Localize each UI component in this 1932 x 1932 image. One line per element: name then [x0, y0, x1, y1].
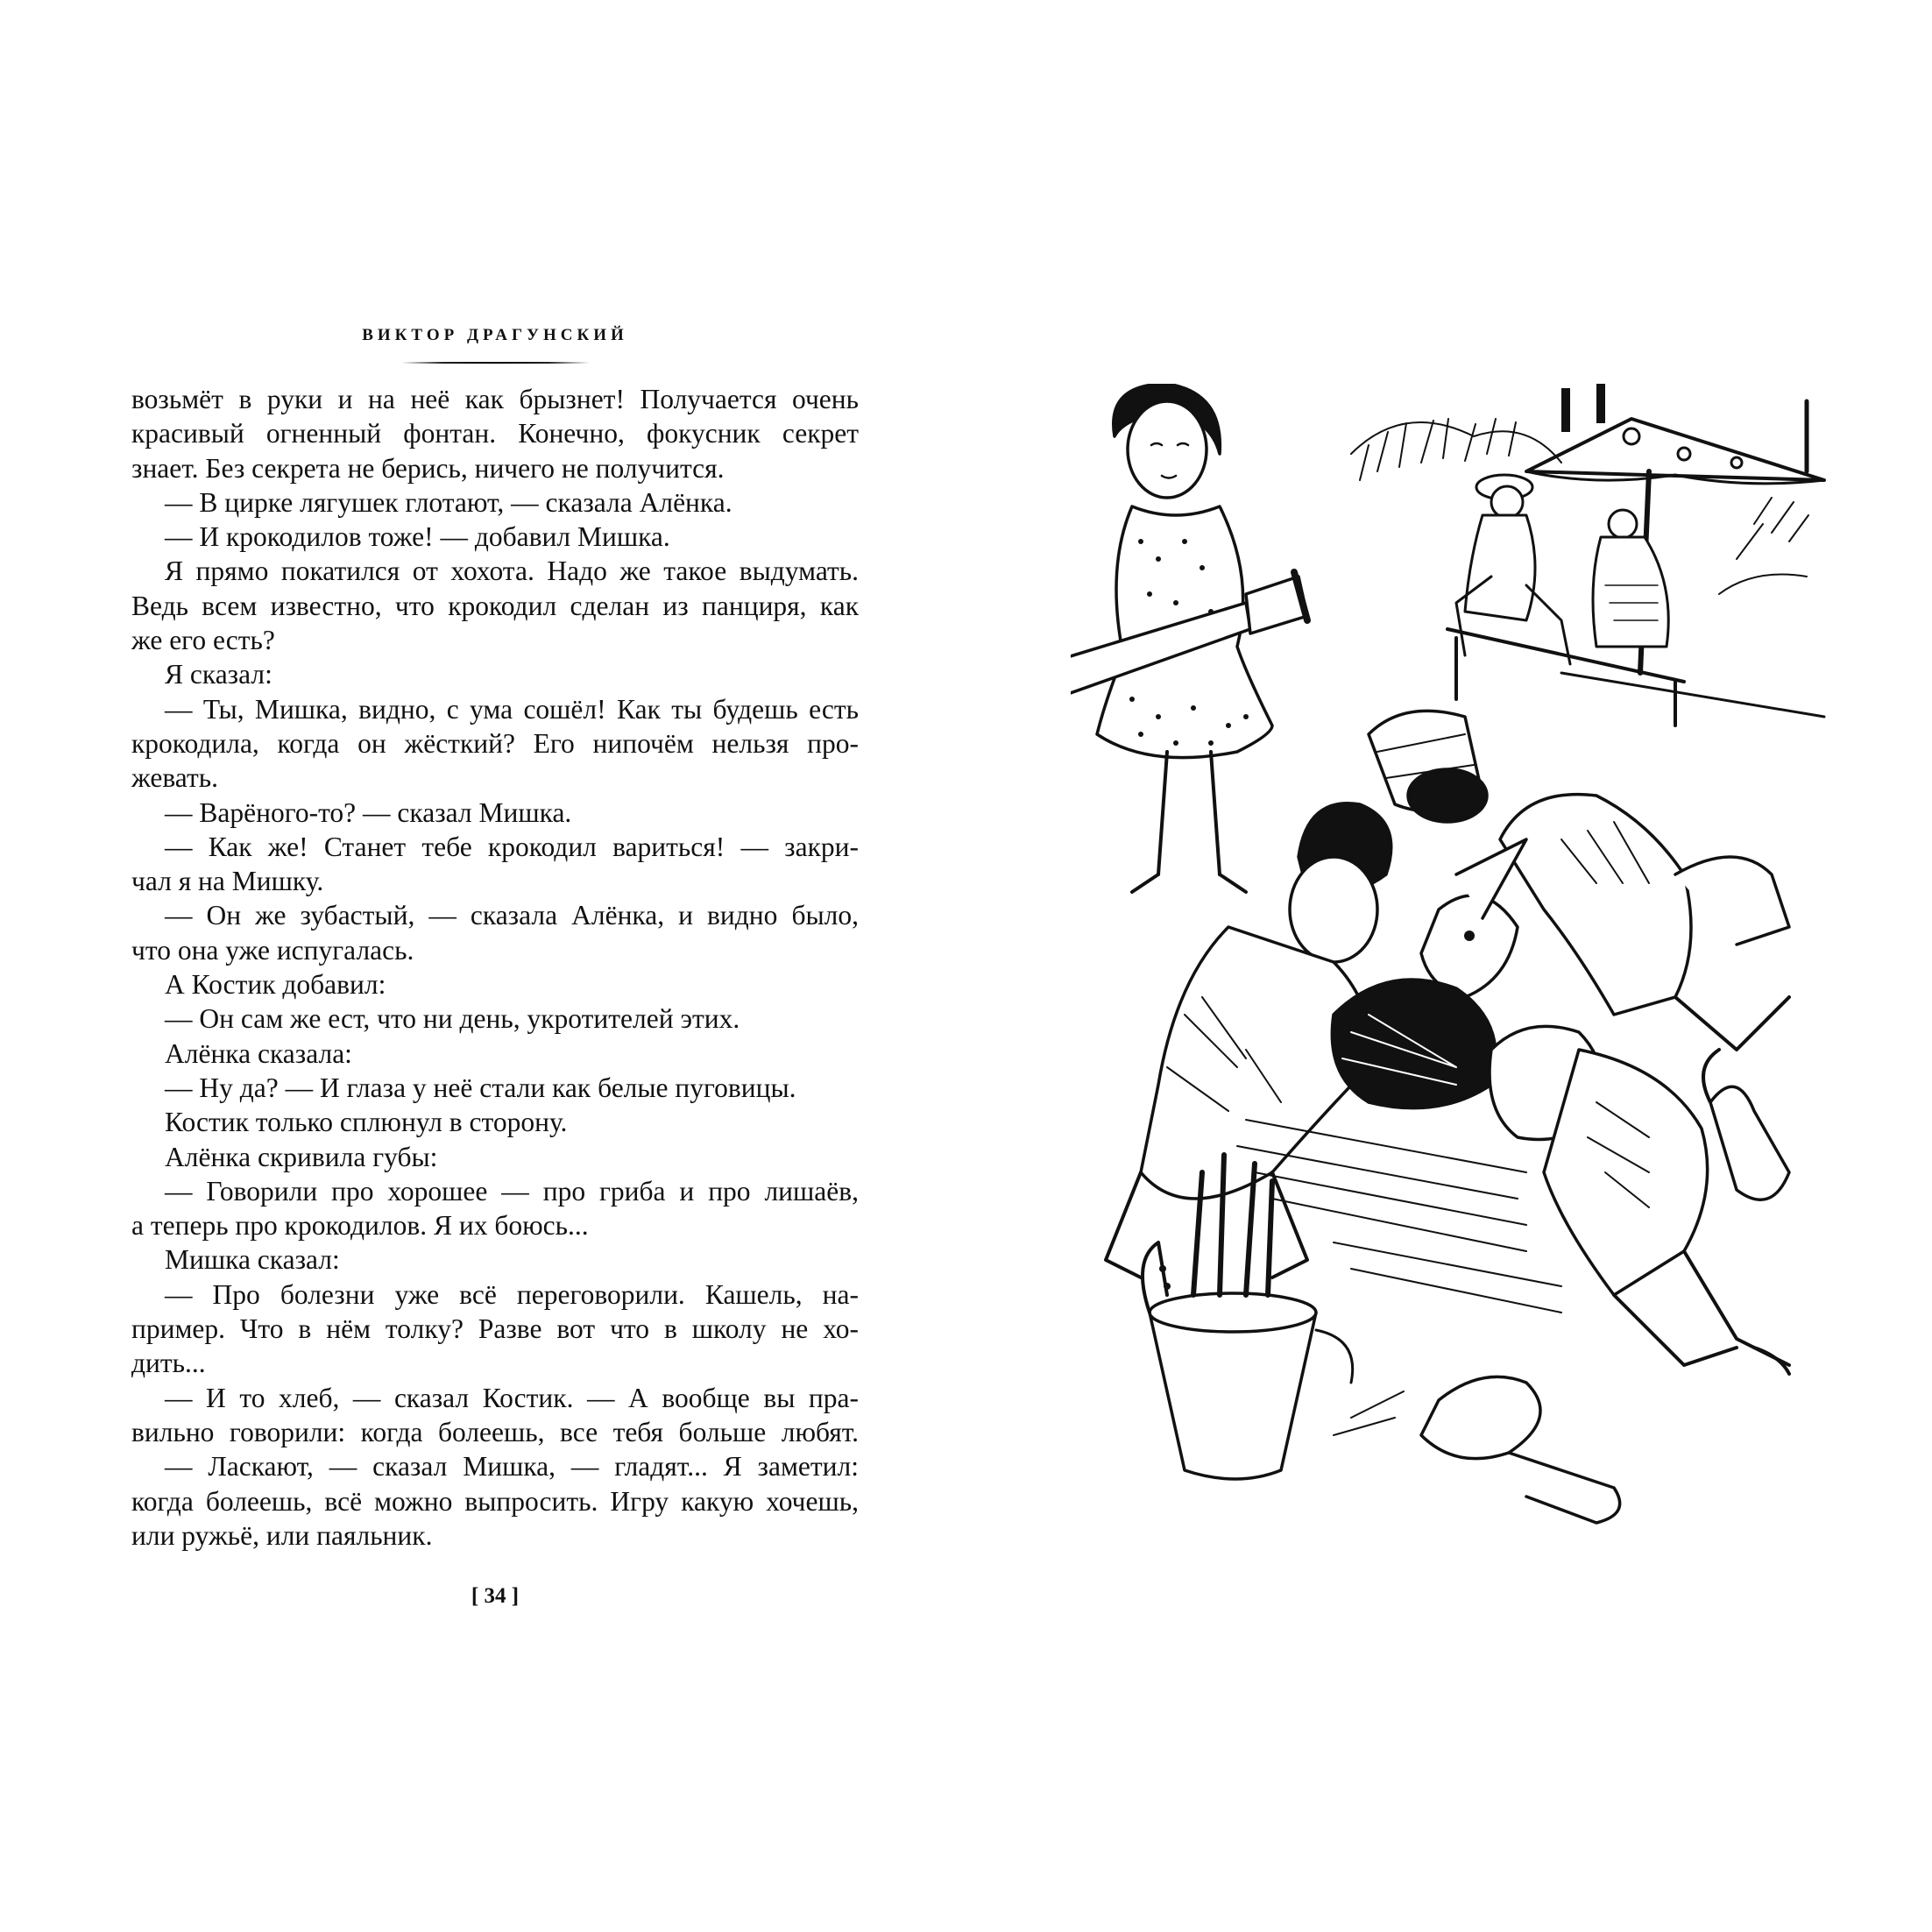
text-line: пример. Что в нём толку? Разве вот что в школу не хо- — [131, 1313, 859, 1345]
text-line: — Ласкают, — сказал Мишка, — гладят... Я заметил: — [165, 1451, 859, 1483]
text-line: Костик только сплюнул в сторону. — [165, 1107, 568, 1138]
text-line: крокодила, когда он жёсткий? Его нипочём нельзя про- — [131, 727, 859, 759]
overturned-barrel — [1369, 711, 1487, 822]
dustpan — [1703, 1050, 1789, 1200]
text-line: — Он же зубастый, — сказала Алёнка, и видно было, — [165, 900, 859, 931]
text-line: Мишка сказал: — [165, 1244, 340, 1276]
text-line: — В цирке лягушек глотают, — сказала Алёнка. — [165, 486, 732, 518]
text-line: — И крокодилов тоже! — добавил Мишка. — [165, 521, 670, 553]
text-line: же его есть? — [131, 625, 275, 656]
text-line: — Как же! Станет тебе крокодил вариться! — закри- — [165, 831, 859, 862]
text-line: красивый огненный фонтан. Конечно, фокусник секрет — [131, 418, 859, 449]
parasol — [1526, 384, 1824, 673]
text-line: что она уже испугалась. — [131, 934, 414, 966]
running-head: ВИКТОР ДРАГУНСКИЙ — [362, 326, 628, 344]
text-line: дить... — [131, 1348, 206, 1379]
text-line: а теперь про крокодилов. Я их боюсь... — [131, 1210, 589, 1242]
text-line: — Ну да? — И глаза у неё стали как белые пуговицы. — [165, 1072, 796, 1103]
page-number: [ 34 ] — [471, 1584, 520, 1608]
text-line: Алёнка сказала: — [165, 1037, 352, 1069]
text-line: знает. Без секрета не берись, ничего не получится. — [131, 452, 725, 484]
illustration-children-playing — [1071, 384, 1833, 1558]
text-line: или ружьё, или паяльник. — [131, 1519, 433, 1551]
text-line: Ведь всем известно, что крокодил сделан из панциря, как — [131, 590, 859, 621]
shoes — [1334, 1376, 1620, 1523]
text-line: — Он сам же ест, что ни день, укротителей этих. — [165, 1003, 740, 1035]
text-line: Я прямо покатился от хохота. Надо же такое выдумать. — [165, 556, 859, 587]
text-line: — И то хлеб, — сказал Костик. — А вообще вы пра- — [165, 1382, 859, 1413]
boys-huddled — [1106, 795, 1789, 1374]
text-line: Алёнка скривила губы: — [165, 1141, 438, 1172]
text-line: вильно говорили: когда болеешь, все тебя больше любят. — [131, 1416, 859, 1447]
text-line: когда болеешь, всё можно выпросить. Игру какую хочешь, — [131, 1485, 859, 1517]
text-line: чал я на Мишку. — [131, 866, 324, 897]
text-line: — Говорили про хорошее — про гриба и про лишаёв, — [165, 1175, 859, 1207]
bucket-with-sticks — [1143, 1155, 1353, 1479]
text-line: — Про болезни уже всё переговорили. Кашель, на- — [165, 1278, 859, 1310]
text-line: — Варёного-то? — сказал Мишка. — [165, 796, 572, 828]
text-line: Я сказал: — [165, 659, 272, 690]
seated-women — [1447, 475, 1824, 725]
body-text — [131, 382, 859, 1553]
ink-drawing — [1071, 384, 1833, 1558]
girl-with-pipe — [1071, 384, 1307, 892]
text-line: — Ты, Мишка, видно, с ума сошёл! Как ты будешь есть — [165, 693, 859, 725]
text-line: А Костик добавил: — [165, 969, 386, 1001]
text-line: жевать. — [131, 762, 218, 794]
text-line: возьмёт в руки и на неё как брызнет! Получается очень — [131, 384, 859, 414]
running-head-rule — [401, 362, 590, 364]
